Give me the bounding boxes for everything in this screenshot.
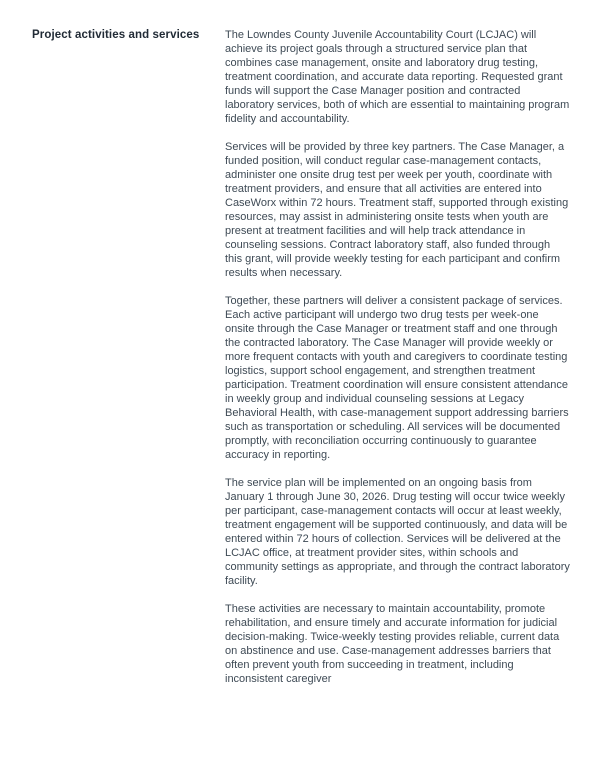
section-content-column	[225, 28, 570, 686]
body-paragraph-4: The service plan will be implemented on an ongoing basis from January 1 through June 30, 2026. Drug testing will occur twice weekly per participant, case-management contacts will occur at least weekly, treatment engagement will be supported continuously, and data will be entered within 72 hours of collection. Services will be delivered at the LCJAC office, at treatment provider sites, within schools and community settings as appropriate, and through the contract laboratory facility.	[225, 477, 570, 587]
body-paragraph-1: The Lowndes County Juvenile Accountability Court (LCJAC) will achieve its project goals through a structured service plan that combines case management, onsite and laboratory drug testing, treatment coordination, and accurate data reporting. Requested grant funds will support the Case Manager position and contracted laboratory services, both of which are essential to maintaining program fidelity and accountability.	[225, 29, 570, 125]
body-paragraph-5: These activities are necessary to maintain accountability, promote rehabilitation, and ensure timely and accurate information for judicial decision-making. Twice-weekly testing provides reliable, current data on abstinence and use. Case-management addresses barriers that often prevent youth from succeeding in treatment, including inconsistent caregiver	[225, 603, 560, 685]
section-label: Project activities and services	[32, 29, 200, 41]
body-paragraph-3: Together, these partners will deliver a consistent package of services. Each active participant will undergo two drug tests per week-one onsite through the Case Manager or treatment staff and one through the contracted laboratory. The Case Manager will provide weekly or more frequent contacts with youth and caregivers to coordinate testing logistics, support school engagement, and strengthen treatment participation. Treatment coordination will ensure consistent attendance in weekly group and individual counseling sessions at Legacy Behavioral Health, with case-management support addressing barriers such as transportation or scheduling. All services will be documented promptly, with reconciliation occurring continuously to guarantee accuracy in reporting.	[225, 295, 569, 461]
body-paragraph-2: Services will be provided by three key partners. The Case Manager, a funded position, will conduct regular case-management contacts, administer one onsite drug test per week per youth, coordinate with treatment providers, and ensure that all activities are entered into CaseWorx within 72 hours. Treatment staff, supported through existing resources, may assist in administering onsite tests when youth are present at treatment facilities and will help track attendance in counseling sessions. Contract laboratory staff, also funded through this grant, will provide weekly testing for each participant and confirm results when necessary.	[225, 141, 569, 279]
section-label-column	[32, 28, 225, 42]
